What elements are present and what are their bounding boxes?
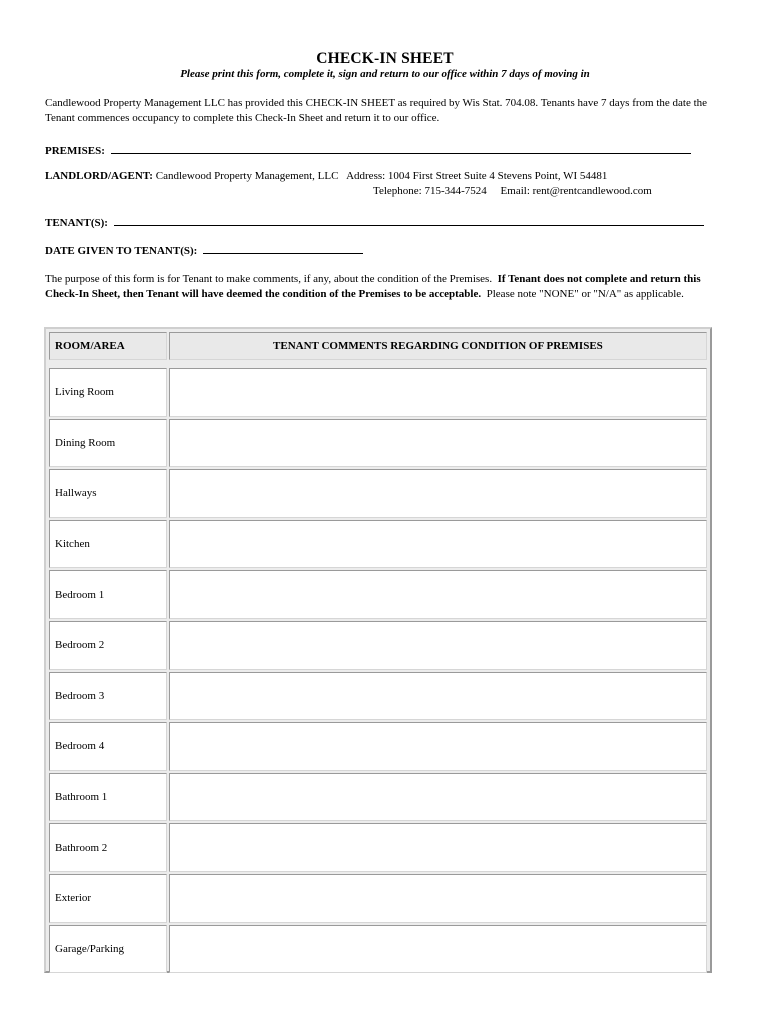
room-area-header: ROOM/AREA [49, 332, 167, 360]
date-given-field [45, 242, 363, 257]
landlord-address: Address: 1004 First Street Suite 4 Stevens Point, WI 54481 [346, 170, 608, 182]
landlord-block [45, 170, 607, 182]
room-name-cell: Living Room [49, 368, 167, 417]
landlord-label: LANDLORD/AGENT: [45, 170, 153, 182]
table-row [49, 823, 707, 872]
table-row [49, 773, 707, 822]
comments-header: TENANT COMMENTS REGARDING CONDITION OF PREMISES [169, 332, 707, 360]
room-name-cell: Bedroom 4 [49, 722, 167, 771]
room-name-cell: Bathroom 2 [49, 823, 167, 872]
table-row [49, 874, 707, 923]
contact-line [373, 185, 652, 197]
room-name-cell: Bedroom 2 [49, 621, 167, 670]
table-row [49, 570, 707, 619]
landlord-name: Candlewood Property Management, LLC [155, 170, 339, 182]
comment-cell[interactable] [169, 672, 707, 721]
form-title: CHECK-IN SHEET [316, 50, 454, 67]
table-row [49, 672, 707, 721]
purpose-note: Please note "NONE" or "N/A" as applicable. [486, 288, 684, 300]
tenants-field [45, 214, 704, 229]
comment-cell[interactable] [169, 874, 707, 923]
date-given-label: DATE GIVEN TO TENANT(S): [45, 245, 198, 257]
intro-paragraph: Candlewood Property Management LLC has provided this CHECK-IN SHEET as required by Wis Stat. 704.08. Tenants have 7 days from the date the Tenant commences occupancy to complete this Check-In Sheet and return it to our office. [45, 97, 708, 124]
tenants-label: TENANT(S): [45, 217, 108, 229]
table-row [49, 469, 707, 518]
comment-cell[interactable] [169, 621, 707, 670]
header-spacer [49, 362, 707, 366]
room-name-cell: Exterior [49, 874, 167, 923]
comment-cell[interactable] [169, 722, 707, 771]
table-row [49, 925, 707, 974]
premises-field [45, 142, 691, 157]
room-name-cell: Bathroom 1 [49, 773, 167, 822]
landlord-telephone: Telephone: 715-344-7524 [373, 185, 487, 197]
landlord-email: Email: rent@rentcandlewood.com [500, 185, 652, 197]
comment-cell[interactable] [169, 368, 707, 417]
condition-table [44, 327, 712, 973]
comment-cell[interactable] [169, 570, 707, 619]
room-name-cell: Hallways [49, 469, 167, 518]
purpose-text: The purpose of this form is for Tenant to make comments, if any, about the condition of the Premises. [45, 273, 493, 285]
form-subtitle: Please print this form, complete it, sign and return to our office within 7 days of moving in [180, 68, 590, 80]
tenants-input-line[interactable] [114, 214, 704, 226]
table-row [49, 368, 707, 417]
table-row [49, 722, 707, 771]
table-row [49, 520, 707, 569]
purpose-paragraph [45, 272, 705, 302]
comment-cell[interactable] [169, 469, 707, 518]
comment-cell[interactable] [169, 823, 707, 872]
room-name-cell: Bedroom 1 [49, 570, 167, 619]
date-given-input-line[interactable] [203, 242, 363, 254]
comment-cell[interactable] [169, 520, 707, 569]
comment-cell[interactable] [169, 419, 707, 468]
premises-input-line[interactable] [111, 142, 691, 154]
premises-label: PREMISES: [45, 145, 105, 157]
room-name-cell: Dining Room [49, 419, 167, 468]
room-name-cell: Bedroom 3 [49, 672, 167, 721]
room-name-cell: Kitchen [49, 520, 167, 569]
condition-grid [47, 330, 709, 975]
spacer-cell [49, 362, 707, 366]
table-row [49, 419, 707, 468]
comment-cell[interactable] [169, 773, 707, 822]
comment-cell[interactable] [169, 925, 707, 974]
room-name-cell: Garage/Parking [49, 925, 167, 974]
purpose-warning: If Tenant does not complete and return this Check-In Sheet, then Tenant will have deemed the condition of the Premises to be acceptable. [45, 273, 701, 300]
table-header-row [49, 332, 707, 360]
table-row [49, 621, 707, 670]
